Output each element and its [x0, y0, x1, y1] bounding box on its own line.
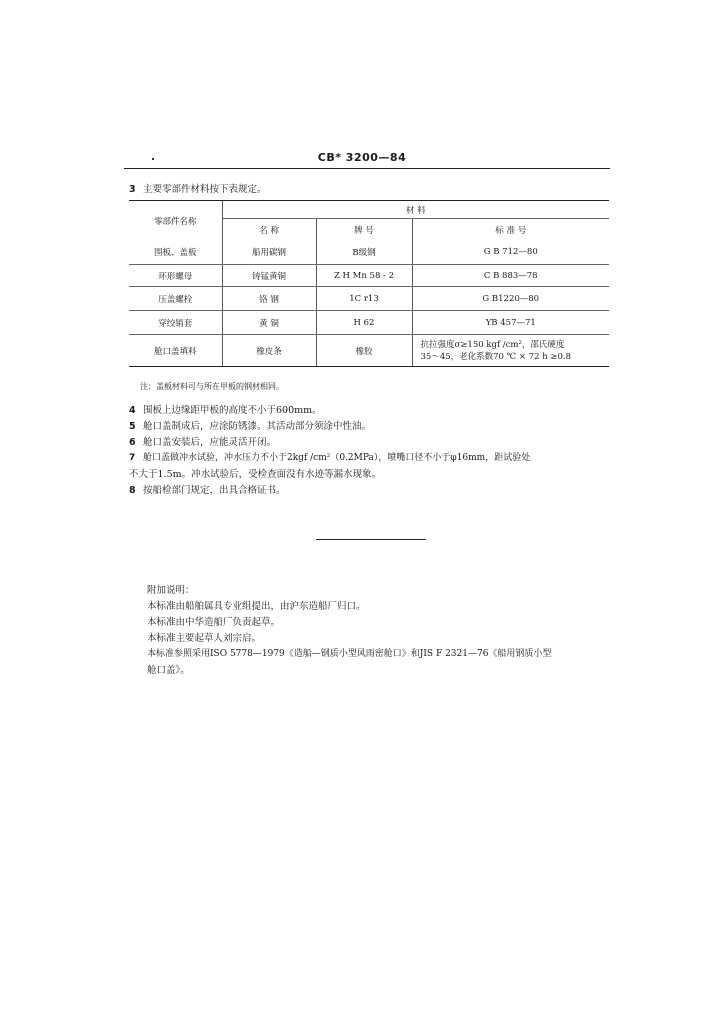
table-row [129, 265, 609, 287]
clause-text: 围板上边缘距甲板的高度不小于600mm。 [143, 405, 322, 416]
clause-8 [129, 484, 286, 497]
table-row [129, 335, 609, 367]
appendix-line: 本标准由船舶属具专业组提出，由沪东造船厂归口。 [147, 601, 366, 612]
cell-part: 压盖螺栓 [129, 287, 222, 311]
clause-text: 按船检部门规定，出具合格证书。 [143, 485, 286, 496]
table-footnote: 注：盖板材料可与所在甲板的钢材相同。 [140, 382, 284, 391]
header-part-name: 零部件名称 [129, 201, 222, 241]
standard-code-header: CB* 3200—84 [317, 151, 407, 164]
cell-part: 舱口盖填料 [129, 335, 222, 367]
table-row [129, 311, 609, 335]
clause-text: 舱口盖做冲水试验，冲水压力不小于2kgf /cm²（0.2MPa），喷嘴口径不小于φ16mm，距试验处 [143, 453, 531, 463]
cell-name: 铬 钢 [222, 287, 316, 311]
appendix-line: 本标准主要起草人刘宗启。 [147, 633, 262, 644]
appendix-line: 本标准由中华造船厂负责起草。 [147, 617, 281, 628]
clause-5 [129, 420, 371, 433]
header-grade: 牌 号 [316, 219, 412, 241]
cell-name: 铸锰黄铜 [222, 265, 316, 287]
clause-7 [129, 452, 530, 465]
section-divider [316, 539, 426, 540]
table-row [129, 287, 609, 311]
clause-number: 8 [129, 485, 136, 496]
clause-6 [129, 436, 276, 449]
cell-grade: 1C r13 [316, 287, 412, 311]
cell-part: 围板、盖板 [129, 241, 222, 265]
clause-4 [129, 404, 322, 417]
note-line: 35～45，老化系数70 ℃ × 72 h ≥0.8 [420, 351, 572, 362]
header-rule [124, 168, 610, 169]
cell-grade: B级钢 [316, 241, 412, 265]
clause-text: 主要零部件材料按下表规定。 [143, 184, 267, 195]
cell-grade: 橡胶 [316, 335, 412, 367]
cell-standard: C B 883—78 [412, 265, 609, 287]
header-material-name: 名 称 [222, 219, 316, 241]
header-mark [152, 158, 154, 160]
cell-grade: H 62 [316, 311, 412, 335]
cell-name: 船用碳钢 [222, 241, 316, 265]
clause-7-continued [129, 468, 381, 481]
clause-text: 舱口盖安装后，应能灵活开闭。 [143, 437, 277, 448]
cell-standard-note [412, 335, 609, 367]
cell-grade: Z H Mn 58 - 2 [316, 265, 412, 287]
note-line: 抗拉强度σ≥150 kgf /cm²，邵氏硬度 [420, 339, 565, 350]
appendix-line: 本标准参照采用ISO 5778—1979《造船—钢质小型风雨密舱口》和JIS F 2321—76《船用钢质小型 [147, 649, 552, 659]
clause-number: 6 [129, 437, 136, 448]
clause-text: 舱口盖制成后，应涂防锈漆。其活动部分须涂中性油。 [143, 421, 372, 432]
clause-number: 3 [129, 184, 136, 195]
cell-part: 环形螺母 [129, 265, 222, 287]
clause-number: 7 [129, 453, 136, 463]
appendix-line: 舱口盖》。 [147, 665, 190, 676]
cell-name: 橡皮条 [222, 335, 316, 367]
cell-standard: G B1220—80 [412, 287, 609, 311]
clause-text: 不大于1.5m。冲水试验后，受检查面没有水迹等漏水现象。 [129, 469, 382, 480]
clause-number: 5 [129, 421, 136, 432]
clause-number: 4 [129, 405, 136, 416]
header-material: 材 料 [222, 201, 609, 219]
cell-part: 穿绞销套 [129, 311, 222, 335]
clause-3 [129, 183, 267, 196]
header-standard: 标 准 号 [412, 219, 609, 241]
cell-standard: G B 712—80 [412, 241, 609, 265]
table-row [129, 241, 609, 265]
cell-name: 黄 铜 [222, 311, 316, 335]
cell-standard: YB 457—71 [412, 311, 609, 335]
materials-table [129, 200, 609, 367]
appendix-title: 附加说明： [147, 585, 195, 596]
